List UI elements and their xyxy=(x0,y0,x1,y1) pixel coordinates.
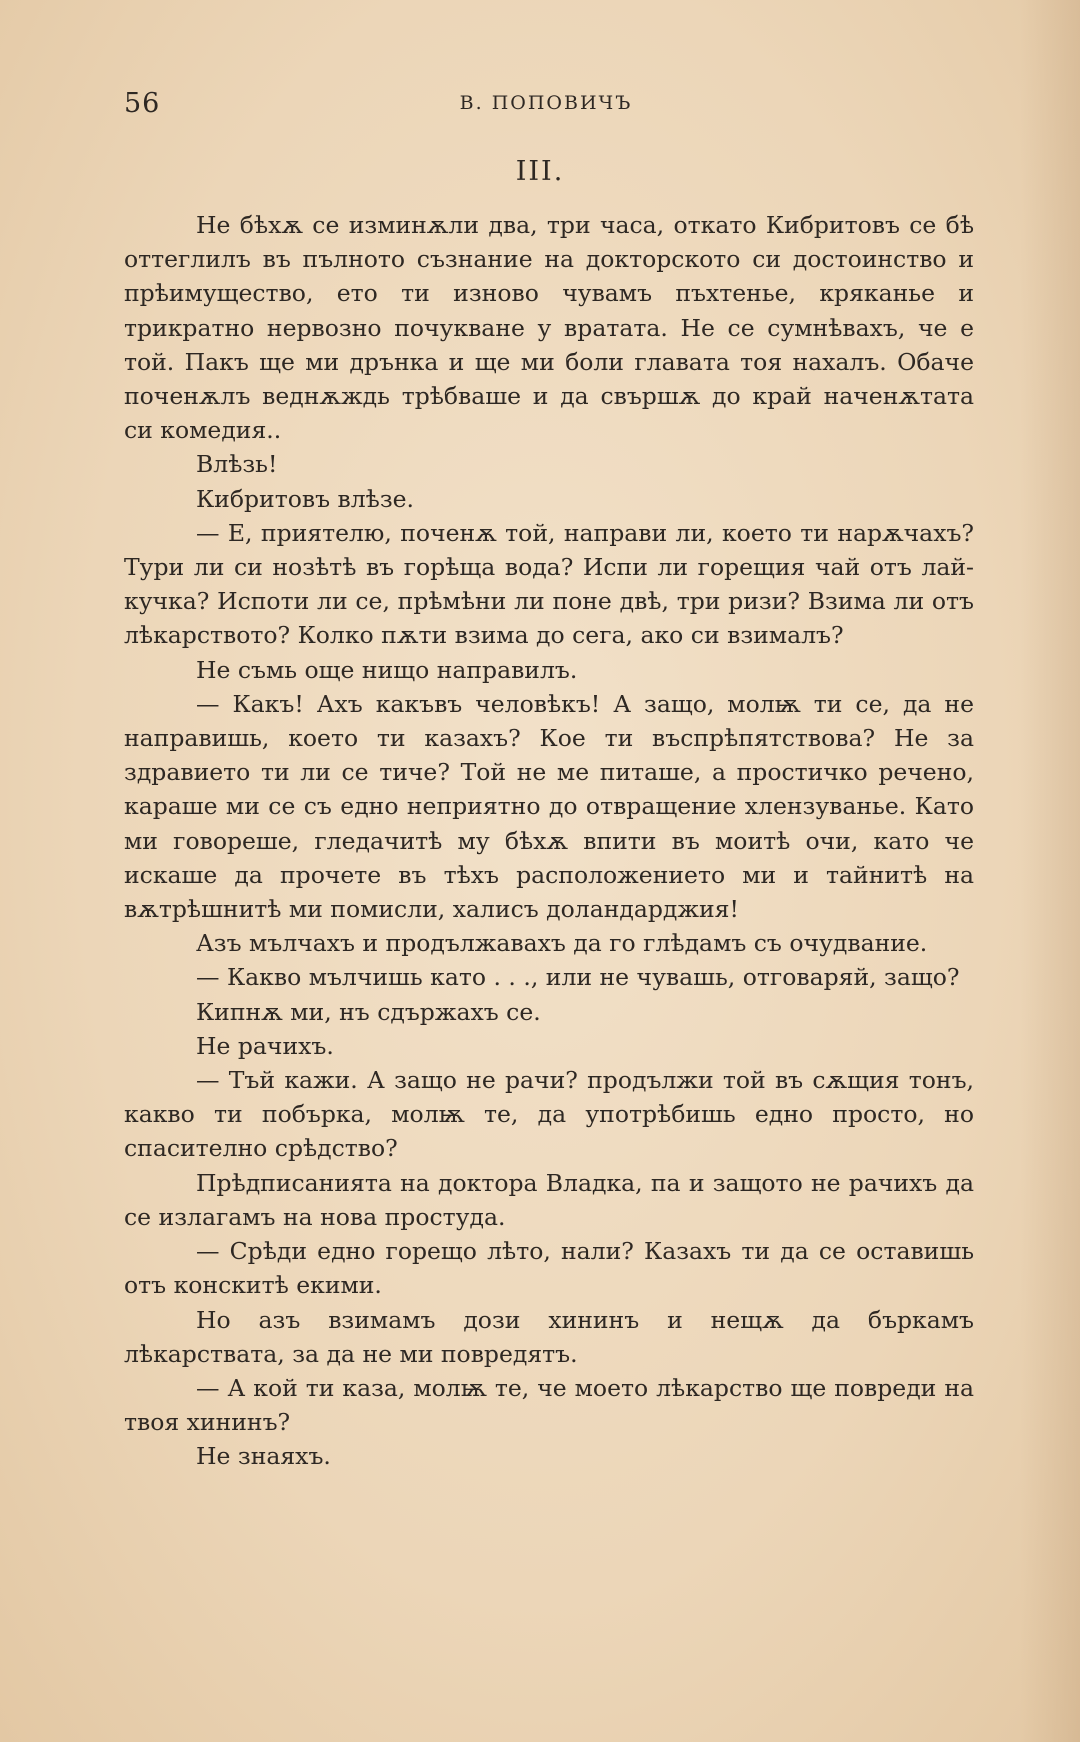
paragraph: Влѣзь! xyxy=(196,450,278,479)
paragraph: Не знаяхъ. xyxy=(196,1442,331,1471)
chapter-number: III. xyxy=(515,156,565,187)
paragraph: — Какво мълчишь като . . ., или не чувашь, отговаряй, защо? xyxy=(196,963,960,992)
paragraph: Но азъ взимамъ дози хининъ и нещѫ да бъркамъ лѣкарствата, за да не ми повредятъ. xyxy=(124,1305,974,1368)
paragraph: Кибритовъ влѣзе. xyxy=(196,484,415,513)
paragraph: — Е, приятелю, поченѫ той, направи ли, което ти нарѫчахъ? Тури ли си нозѣтѣ въ горѣща вода? Испи ли горещия чай отъ лай-кучка? Испоти ли се, прѣмѣни ли поне двѣ, три ризи? Взима ли отъ лѣкарството? Колко пѫти взима до сега, ако си взималъ? xyxy=(124,518,974,650)
paragraph: — Какъ! Ахъ какъвъ человѣкъ! А защо, молѭ ти се, да не направишь, което ти казахъ? Кое ти въспрѣпятствова? Не за здравието ти ли се тиче? Той не ме питаше, а простичко речено, караше ми се съ едно неприятно до отвращение хлензуванье. Като ми говореше, гледачитѣ му бѣхѫ впити въ моитѣ очи, като че искаше да прочете въ тѣхъ расположението ми и тайнитѣ на вѫтрѣшнитѣ ми помисли, халисъ доландарджия! xyxy=(124,689,974,924)
page-number: 56 xyxy=(124,88,161,119)
page-header xyxy=(124,88,968,128)
paragraph: Кипнѫ ми, нъ сдържахъ се. xyxy=(196,997,541,1026)
paragraph: Прѣдписанията на доктора Владка, па и защото не рачихъ да се излагамъ на нова простуда. xyxy=(124,1168,974,1231)
paragraph: Не бѣхѫ се изминѫли два, три часа, откато Кибритовъ се бѣ оттеглилъ въ пълното съзнание на докторското си достоинство и прѣимущество, ето ти изново чувамъ пъхтенье, кряканье и трикратно нервозно почукване у вратата. Не се сумнѣвахъ, че е той. Пакъ ще ми дрънка и ще ми боли главата тоя нахалъ. Обаче поченѫлъ веднѫждь трѣбваше и да свършѫ до край наченѫтата си комедия.. xyxy=(124,211,974,445)
paragraph: Не съмь още нищо направилъ. xyxy=(196,655,578,684)
paragraph: — А кой ти каза, молѭ те, че моето лѣкарство ще повреди на твоя хининъ? xyxy=(124,1373,974,1437)
paragraph: Не рачихъ. xyxy=(196,1031,334,1060)
paragraph: Азъ мълчахъ и продължавахъ да го глѣдамъ съ очудвание. xyxy=(196,929,928,958)
paragraph: — Срѣди едно горещо лѣто, нали? Казахъ ти да се оставишь отъ конскитѣ екими. xyxy=(124,1237,974,1300)
paragraph: — Тъй кажи. А защо не рачи? продължи той въ сѫщия тонъ, какво ти побърка, молѭ те, да употрѣбишь едно просто, но спасително срѣдство? xyxy=(124,1066,974,1163)
body-text xyxy=(124,208,974,1474)
running-head: В. ПОПОВИЧЪ xyxy=(459,92,633,114)
